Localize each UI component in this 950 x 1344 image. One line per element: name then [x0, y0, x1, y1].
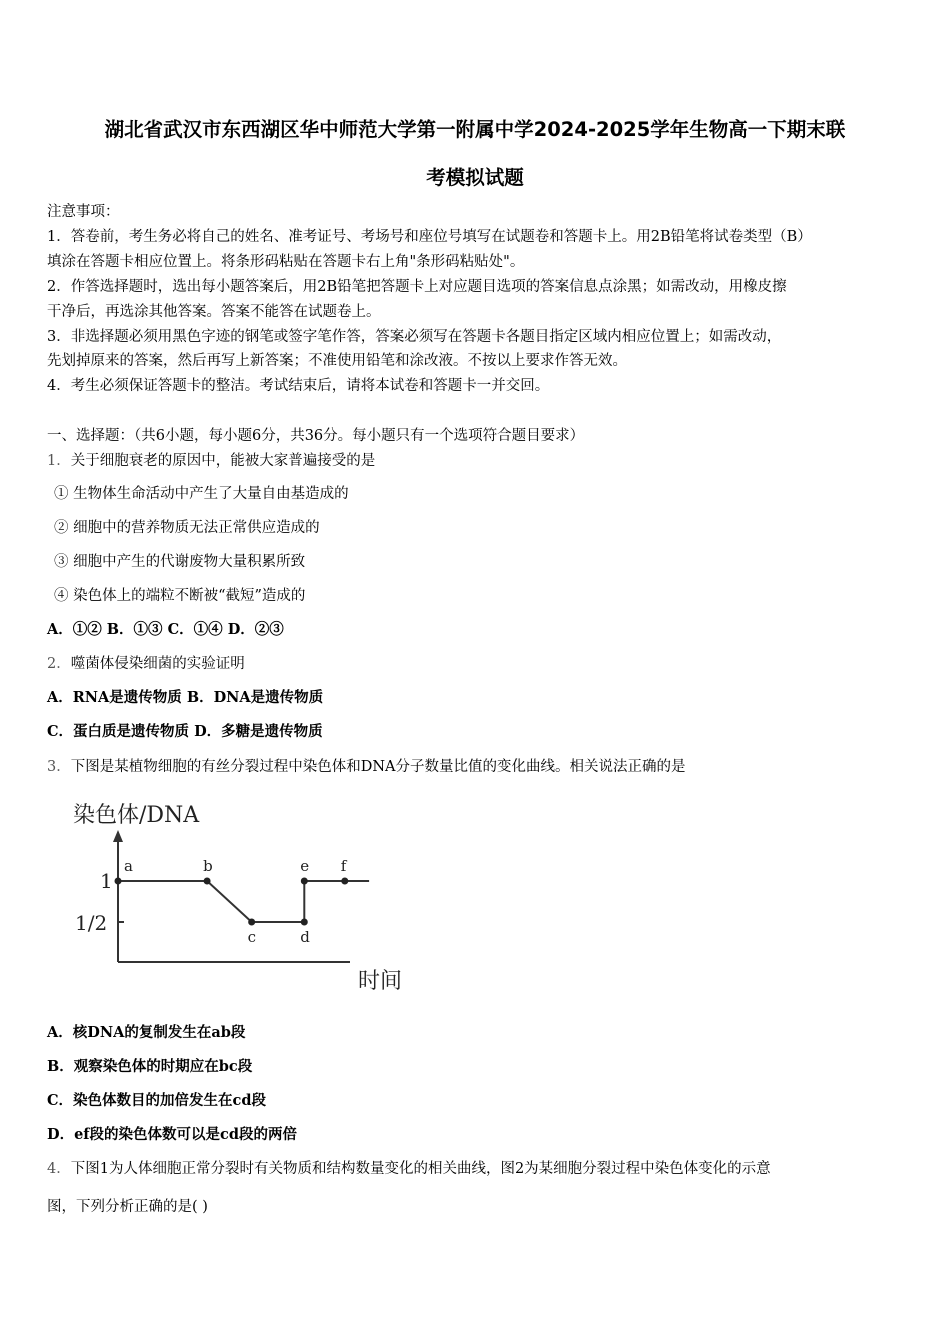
q2-options-row: A．RNA是遗传物质 B．DNA是遗传物质 — [47, 689, 324, 706]
question-4-cont: 图，下列分析正确的是( ) — [47, 1199, 208, 1215]
notice-line: 4．考生必须保证答题卡的整洁。考试结束后，请将本试卷和答题卡一并交回。 — [47, 378, 550, 394]
question-stem: 噬菌体侵染细菌的实验证明 — [70, 656, 245, 672]
notice-line: 填涂在答题卡相应位置上。将条形码粘贴在答题卡右上角"条形码粘贴处"。 — [47, 254, 525, 270]
question-stem: 下图是某植物细胞的有丝分裂过程中染色体和DNA分子数量比值的变化曲线。相关说法正确的是 — [70, 759, 686, 775]
y-tick-label-half: 1/2 — [75, 911, 108, 935]
question-number: 2． — [47, 656, 71, 672]
q1-item: ① 生物体生命活动中产生了大量自由基造成的 — [54, 486, 349, 502]
point-f — [341, 878, 348, 885]
question-stem: 关于细胞衰老的原因中，能被大家普遍接受的是 — [70, 453, 376, 469]
ratio-series-line — [118, 881, 369, 922]
point-c — [248, 919, 255, 926]
question-1 — [47, 451, 375, 471]
section-heading: 一、选择题：（共6小题，每小题6分，共36分。每小题只有一个选项符合题目要求） — [47, 428, 585, 444]
q3-option-c: C．染色体数目的加倍发生在cd段 — [47, 1092, 267, 1109]
q2-options-row: C．蛋白质是遗传物质 D．多糖是遗传物质 — [47, 723, 323, 740]
point-label-d: d — [300, 928, 310, 946]
q3-option-d: D．ef段的染色体数可以是cd段的两倍 — [47, 1126, 298, 1143]
point-label-e: e — [300, 857, 310, 875]
notice-line: 2．作答选择题时，选出每小题答案后，用2B铅笔把答题卡上对应题目选项的答案信息点涂黑；如需改动，用橡皮擦 — [47, 279, 787, 295]
point-a — [115, 878, 122, 885]
x-axis-label: 时间 — [358, 969, 403, 994]
question-3 — [47, 757, 686, 777]
notice-line: 1．答卷前，考生务必将自己的姓名、准考证号、考场号和座位号填写在试题卷和答题卡上。用2B铅笔将试卷类型（B） — [47, 229, 812, 245]
q1-options: A．①② B．①③ C．①④ D．②③ — [47, 621, 284, 638]
q1-item: ③ 细胞中产生的代谢废物大量积累所致 — [54, 554, 306, 570]
question-stem: 下图1为人体细胞正常分裂时有关物质和结构数量变化的相关曲线，图2为某细胞分裂过程中染色体变化的示意 — [70, 1161, 771, 1177]
question-4 — [47, 1159, 771, 1179]
y-axis-arrow — [113, 830, 123, 842]
question-2 — [47, 654, 245, 674]
ratio-chart — [60, 792, 420, 1002]
notice-line: 先划掉原来的答案，然后再写上新答案；不准使用铅笔和涂改液。不按以上要求作答无效。 — [47, 353, 627, 369]
question-number: 4． — [47, 1161, 71, 1177]
question-number: 1． — [47, 453, 71, 469]
q1-item: ④ 染色体上的端粒不断被“截短”造成的 — [54, 588, 306, 604]
point-d — [301, 919, 308, 926]
notice-line: 3．非选择题必须用黑色字迹的钢笔或签字笔作答，答案必须写在答题卡各题目指定区域内相应位置上；如需改动， — [47, 329, 782, 345]
notice-heading: 注意事项： — [47, 204, 120, 220]
point-b — [204, 878, 211, 885]
chart-title: 染色体/DNA — [73, 803, 200, 828]
point-label-c: c — [247, 928, 257, 946]
question-number: 3． — [47, 759, 71, 775]
q3-option-a: A．核DNA的复制发生在ab段 — [47, 1024, 246, 1041]
point-label-f: f — [340, 857, 347, 875]
notice-line: 干净后，再选涂其他答案。答案不能答在试题卷上。 — [47, 304, 381, 320]
point-e — [301, 878, 308, 885]
point-label-a: a — [124, 857, 133, 875]
page-title-line2: 考模拟试题 — [426, 166, 524, 189]
point-label-b: b — [203, 857, 213, 875]
q1-item: ② 细胞中的营养物质无法正常供应造成的 — [54, 520, 320, 536]
page-title-line1: 湖北省武汉市东西湖区华中师范大学第一附属中学2024-2025学年生物高一下期末联 — [104, 118, 846, 141]
y-tick-label-1: 1 — [100, 869, 113, 893]
q3-option-b: B．观察染色体的时期应在bc段 — [47, 1058, 253, 1075]
